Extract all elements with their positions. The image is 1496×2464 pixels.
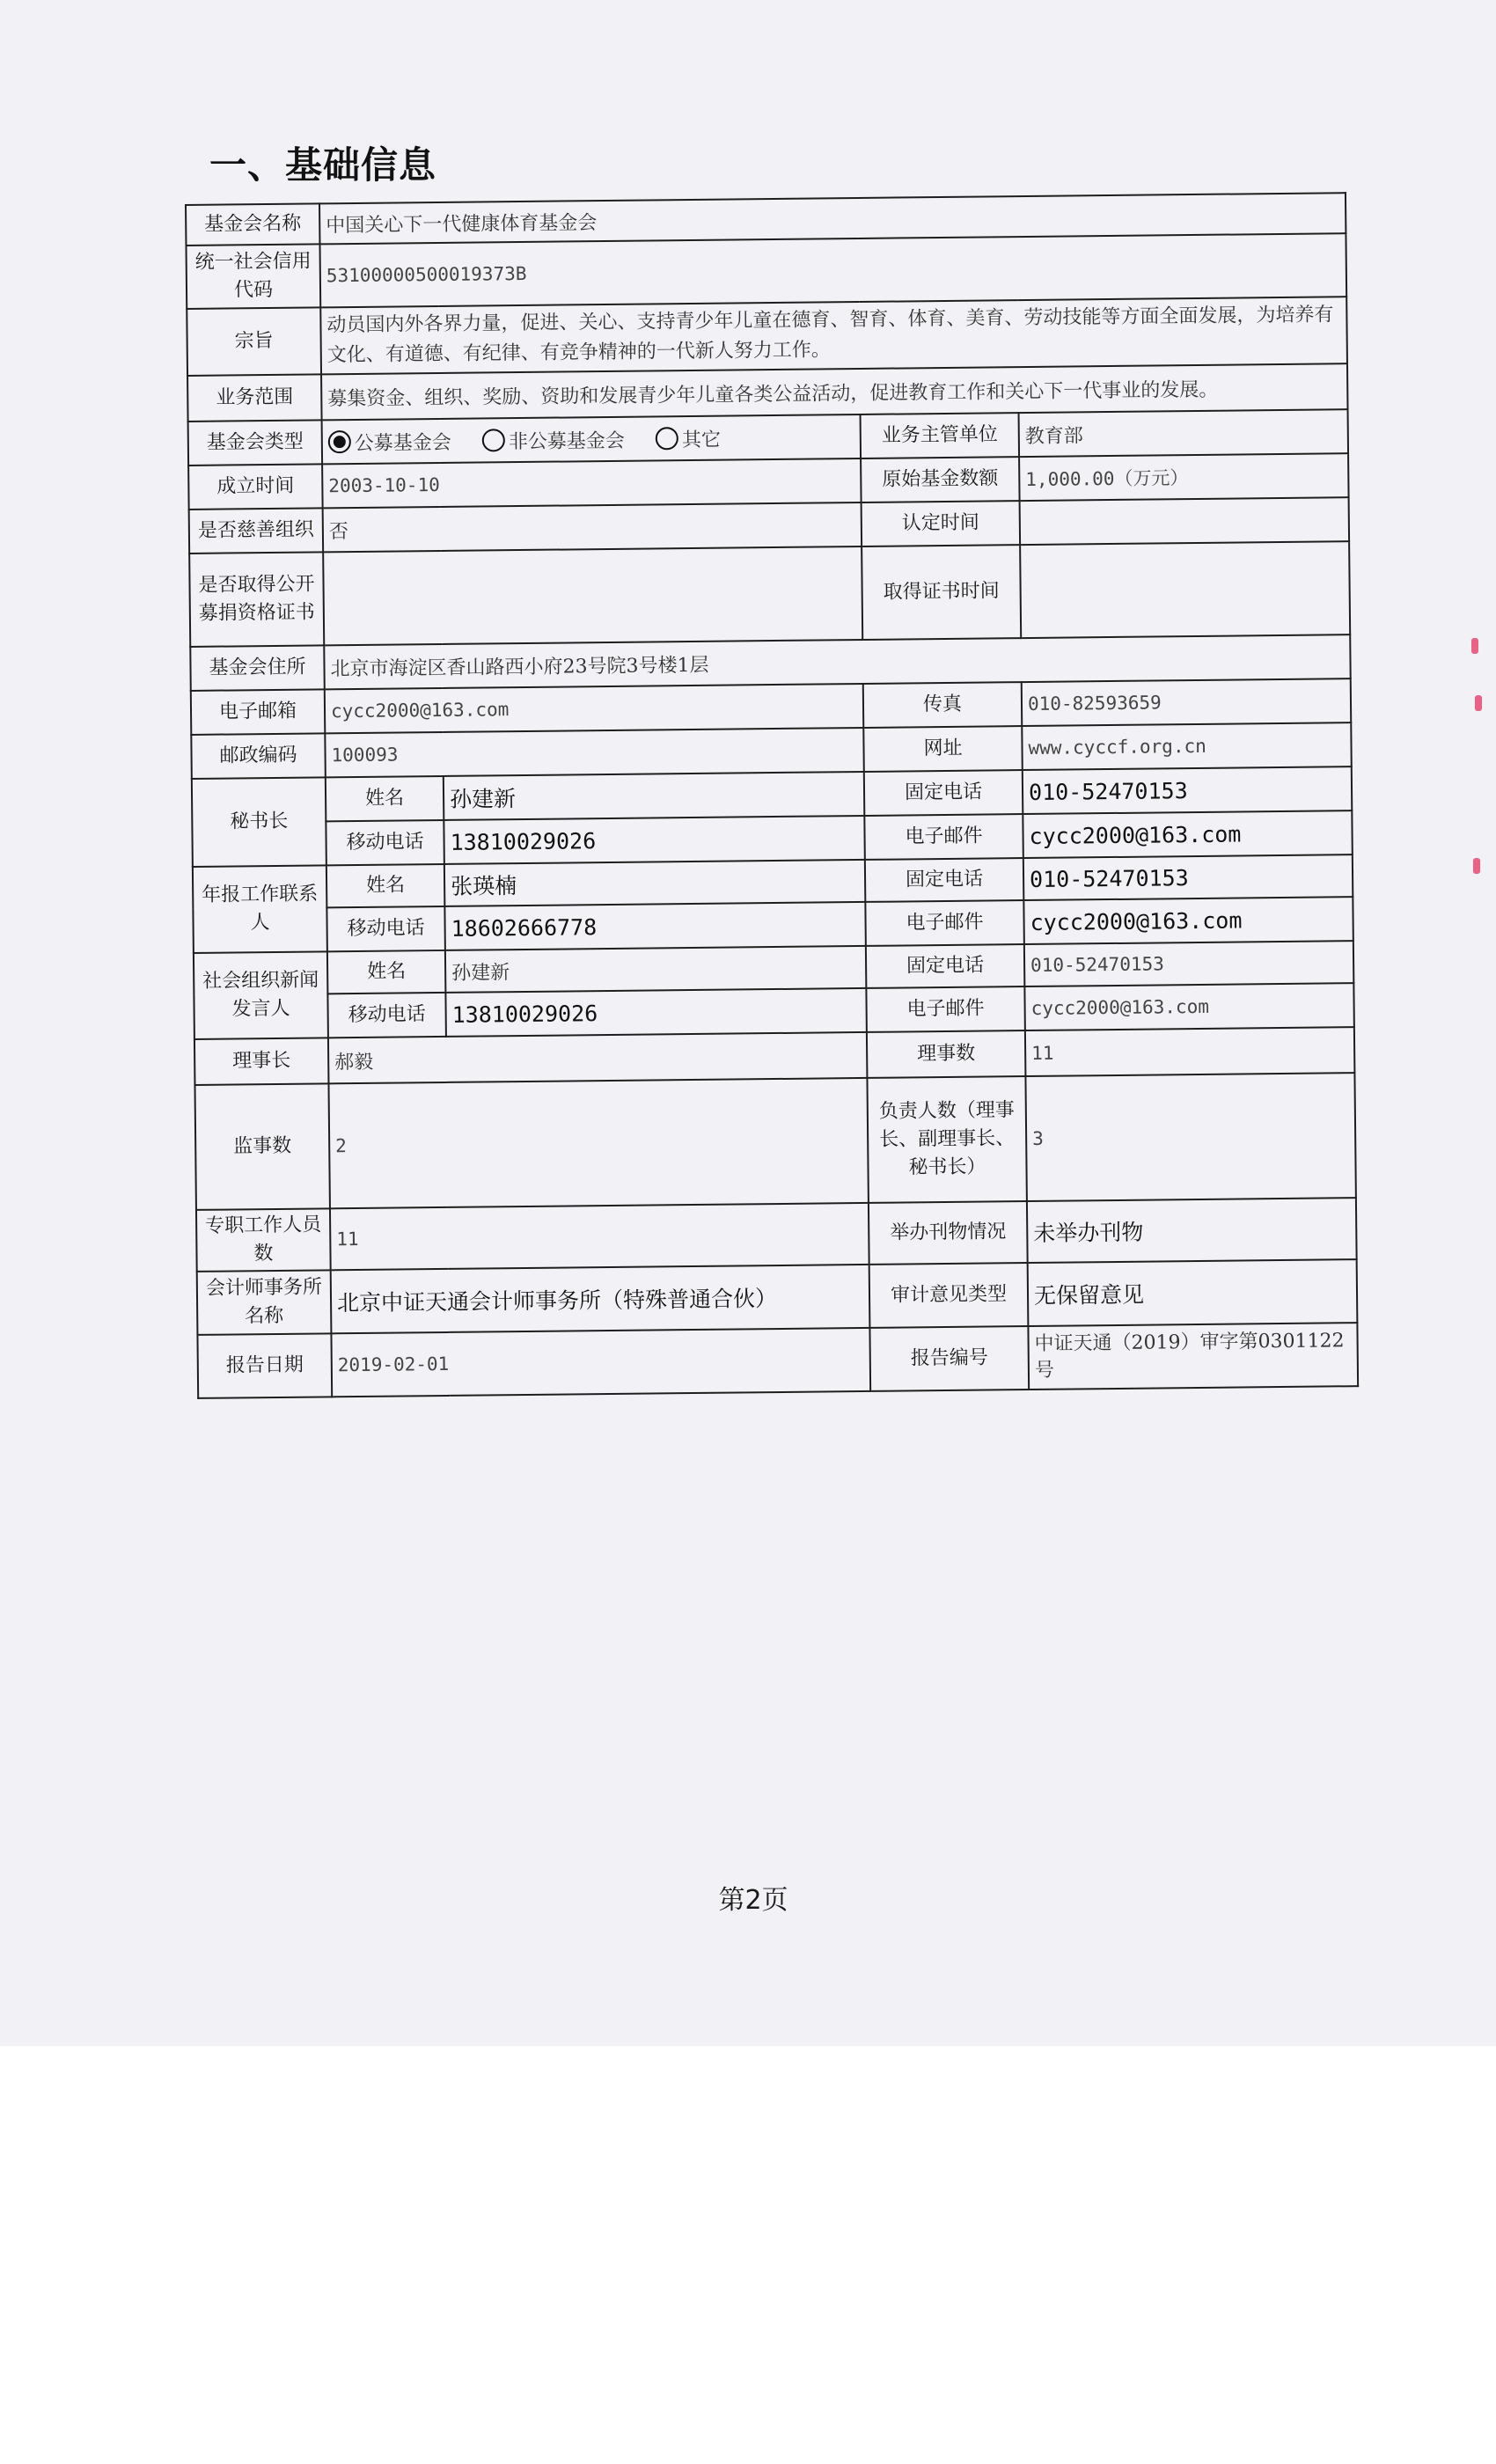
type-options bbox=[322, 414, 861, 464]
radio-selected-icon bbox=[328, 430, 351, 453]
fund-label: 原始基金数额 bbox=[861, 457, 1020, 502]
spokesperson-mobile: 13810029026 bbox=[445, 988, 866, 1037]
spokesperson-mobile-label: 移动电话 bbox=[327, 993, 446, 1038]
supervisor-value: 教育部 bbox=[1019, 409, 1349, 457]
annual-contact-label: 年报工作联系人 bbox=[193, 865, 327, 953]
email-value: cycc2000@163.com bbox=[325, 684, 863, 733]
supervisors-value: 2 bbox=[328, 1078, 868, 1208]
postcode-value: 100093 bbox=[325, 728, 863, 777]
cert-time-value bbox=[1020, 541, 1350, 638]
name-value: 中国关心下一代健康体育基金会 bbox=[319, 193, 1346, 244]
website-value: www.cyccf.org.cn bbox=[1022, 722, 1352, 770]
fax-value: 010-82593659 bbox=[1022, 678, 1352, 726]
recognition-value bbox=[1020, 497, 1350, 545]
fax-label: 传真 bbox=[863, 682, 1023, 728]
spokesperson-name-label: 姓名 bbox=[327, 950, 445, 994]
leaders-label: 负责人数（理事长、副理事长、秘书长） bbox=[867, 1076, 1026, 1203]
staff-label: 专职工作人员数 bbox=[196, 1208, 331, 1272]
scope-value: 募集资金、组织、奖励、资助和发展青少年儿童各类公益活动，促进教育工作和关心下一代事业的发展。 bbox=[321, 363, 1347, 420]
purpose-label: 宗旨 bbox=[187, 307, 321, 376]
directors-value: 11 bbox=[1025, 1027, 1355, 1076]
fund-value: 1,000.00（万元） bbox=[1019, 453, 1349, 501]
postcode-label: 邮政编码 bbox=[191, 733, 326, 779]
type-label: 基金会类型 bbox=[188, 420, 323, 466]
section-title: 一、基础信息 bbox=[209, 143, 437, 187]
directors-label: 理事数 bbox=[867, 1030, 1026, 1078]
annual-contact-name-label: 姓名 bbox=[326, 864, 444, 907]
audit-firm-label: 会计师事务所名称 bbox=[197, 1270, 332, 1335]
audit-firm-value: 北京中证天通会计师事务所（特殊普通合伙） bbox=[331, 1265, 870, 1333]
secretary-phone-label: 固定电话 bbox=[864, 770, 1023, 816]
address-label: 基金会住所 bbox=[190, 645, 325, 691]
secretary-label: 秘书长 bbox=[192, 777, 326, 867]
website-label: 网址 bbox=[863, 726, 1023, 772]
report-date-label: 报告日期 bbox=[197, 1333, 332, 1398]
supervisor-label: 业务主管单位 bbox=[861, 413, 1020, 458]
secretary-name: 孙建新 bbox=[444, 772, 864, 820]
annual-contact-email: cycc2000@163.com bbox=[1023, 897, 1353, 944]
leaders-value: 3 bbox=[1025, 1073, 1355, 1201]
secretary-mail-label: 电子邮件 bbox=[864, 814, 1023, 860]
radio-empty-icon bbox=[656, 427, 678, 450]
annual-contact-name: 张瑛楠 bbox=[444, 860, 865, 906]
public-qual-value bbox=[323, 546, 862, 645]
page-number: 第2页 bbox=[718, 1885, 788, 1916]
recognition-label: 认定时间 bbox=[862, 501, 1021, 546]
spokesperson-mail-label: 电子邮件 bbox=[866, 986, 1025, 1032]
founded-label: 成立时间 bbox=[188, 464, 323, 510]
chairman-value: 郝毅 bbox=[328, 1032, 868, 1083]
address-value: 北京市海淀区香山路西小府23号院3号楼1层 bbox=[324, 634, 1350, 689]
secretary-email: cycc2000@163.com bbox=[1023, 810, 1353, 858]
publication-value: 未举办刊物 bbox=[1027, 1198, 1357, 1263]
chairman-label: 理事长 bbox=[194, 1038, 329, 1085]
seal-fragment-mark bbox=[1475, 695, 1482, 711]
annual-contact-mobile: 18602666778 bbox=[444, 902, 865, 950]
scope-label: 业务范围 bbox=[187, 374, 322, 422]
supervisors-label: 监事数 bbox=[194, 1083, 329, 1210]
staff-value: 11 bbox=[330, 1203, 869, 1270]
type-option-public[interactable]: 公募基金会 bbox=[328, 431, 451, 454]
type-option-other[interactable]: 其它 bbox=[656, 429, 721, 451]
annual-contact-mobile-label: 移动电话 bbox=[326, 906, 445, 951]
seal-fragment-mark bbox=[1471, 638, 1478, 654]
secretary-phone: 010-52470153 bbox=[1023, 766, 1353, 814]
annual-contact-phone: 010-52470153 bbox=[1023, 854, 1353, 900]
spokesperson-phone-label: 固定电话 bbox=[866, 944, 1024, 988]
credit-code-label: 统一社会信用代码 bbox=[186, 244, 320, 309]
publication-label: 举办刊物情况 bbox=[869, 1201, 1028, 1265]
spokesperson-name: 孙建新 bbox=[445, 946, 866, 993]
name-label: 基金会名称 bbox=[186, 203, 319, 246]
audit-opinion-value: 无保留意见 bbox=[1028, 1259, 1358, 1326]
purpose-value: 动员国内外各界力量，促进、关心、支持青少年儿童在德育、智育、体育、美育、劳动技能等方面全面发展，为培养有文化、有道德、有纪律、有竞争精神的一代新人努力工作。 bbox=[320, 297, 1347, 374]
report-no-label: 报告编号 bbox=[869, 1326, 1029, 1391]
report-date-value: 2019-02-01 bbox=[331, 1328, 870, 1397]
secretary-mobile-label: 移动电话 bbox=[326, 820, 444, 865]
spokesperson-email: cycc2000@163.com bbox=[1024, 983, 1354, 1030]
charity-label: 是否慈善组织 bbox=[189, 508, 324, 554]
type-option-nonpublic[interactable]: 非公募基金会 bbox=[482, 429, 625, 453]
radio-empty-icon bbox=[482, 429, 505, 451]
secretary-name-label: 姓名 bbox=[326, 776, 444, 821]
spokesperson-label: 社会组织新闻发言人 bbox=[194, 951, 328, 1039]
report-no-value: 中证天通（2019）审字第0301122号 bbox=[1028, 1323, 1358, 1390]
email-label: 电子邮箱 bbox=[191, 689, 326, 735]
spokesperson-phone: 010-52470153 bbox=[1024, 941, 1353, 986]
secretary-mobile: 13810029026 bbox=[444, 816, 864, 864]
credit-code-value: 53100000500019373B bbox=[319, 233, 1346, 307]
basic-info-form bbox=[185, 192, 1359, 1399]
public-qual-label: 是否取得公开募捐资格证书 bbox=[189, 552, 324, 647]
annual-contact-phone-label: 固定电话 bbox=[865, 858, 1023, 902]
charity-value: 否 bbox=[323, 502, 862, 552]
founded-value: 2003-10-10 bbox=[322, 458, 861, 508]
cert-time-label: 取得证书时间 bbox=[862, 545, 1021, 640]
annual-contact-mail-label: 电子邮件 bbox=[865, 900, 1024, 946]
audit-opinion-label: 审计意见类型 bbox=[869, 1263, 1029, 1328]
seal-fragment-mark bbox=[1473, 858, 1480, 874]
